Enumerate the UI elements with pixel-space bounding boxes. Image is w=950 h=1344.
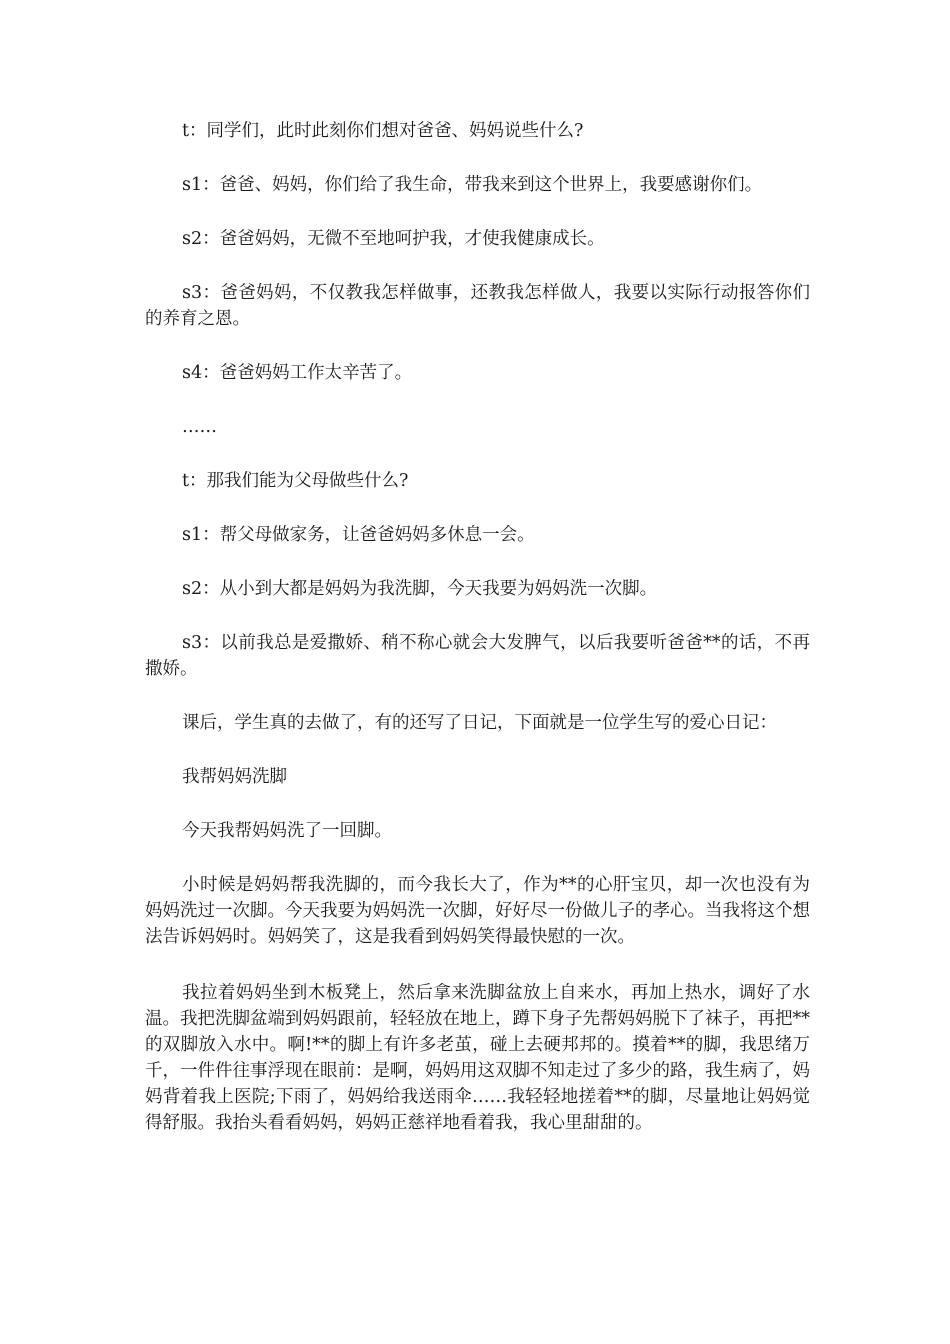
paragraph-student-2-reply: s2：爸爸妈妈，无微不至地呵护我，才使我健康成长。: [182, 229, 605, 249]
paragraph-student-1-answer: s1：帮父母做家务，让爸爸妈妈多休息一会。: [182, 525, 535, 545]
diary-opening: 今天我帮妈妈洗了一回脚。: [182, 821, 392, 841]
paragraph-after-class: 课后，学生真的去做了，有的还写了日记，下面就是一位学生写的爱心日记：: [182, 713, 777, 733]
document-page: [145, 118, 810, 1164]
paragraph-teacher-question-1: t：同学们，此时此刻你们想对爸爸、妈妈说些什么?: [182, 121, 584, 141]
paragraph-student-3-reply: s3：爸爸妈妈，不仅教我怎样做事，还教我怎样做人，我要以实际行动报答你们的养育之恩。: [145, 283, 810, 329]
paragraph-ellipsis: ……: [182, 417, 217, 437]
paragraph-teacher-question-2: t：那我们能为父母做些什么?: [182, 471, 409, 491]
diary-paragraph-1: 小时候是妈妈帮我洗脚的，而今我长大了，作为**的心肝宝贝，却一次也没有为妈妈洗过一次脚。今天我要为妈妈洗一次脚，好好尽一份做儿子的孝心。当我将这个想法告诉妈妈时。妈妈笑了，这是我看到妈妈笑得最快慰的一次。: [145, 875, 810, 947]
diary-title: 我帮妈妈洗脚: [182, 767, 287, 787]
paragraph-student-1-reply: s1：爸爸、妈妈，你们给了我生命，带我来到这个世界上，我要感谢你们。: [182, 175, 763, 195]
paragraph-student-4-reply: s4：爸爸妈妈工作太辛苦了。: [182, 363, 413, 383]
paragraph-student-2-answer: s2：从小到大都是妈妈为我洗脚，今天我要为妈妈洗一次脚。: [182, 579, 658, 599]
paragraph-student-3-answer: s3：以前我总是爱撒娇、稍不称心就会大发脾气，以后我要听爸爸**的话，不再撒娇。: [145, 633, 810, 679]
diary-paragraph-2: 我拉着妈妈坐到木板凳上，然后拿来洗脚盆放上自来水，再加上热水，调好了水温。我把洗脚盆端到妈妈跟前，轻轻放在地上，蹲下身子先帮妈妈脱下了袜子，再把**的双脚放入水中。啊!**的脚上有许多老茧，碰上去硬邦邦的。摸着**的脚，我思绪万千，一件件往事浮现在眼前：是啊，妈妈用这双脚不知走过了多少的路，我生病了，妈妈背着我上医院;下雨了，妈妈给我送雨伞……我轻轻地搓着**的脚，尽量地让妈妈觉得舒服。我抬头看看妈妈，妈妈正慈祥地看着我，我心里甜甜的。: [145, 983, 810, 1133]
